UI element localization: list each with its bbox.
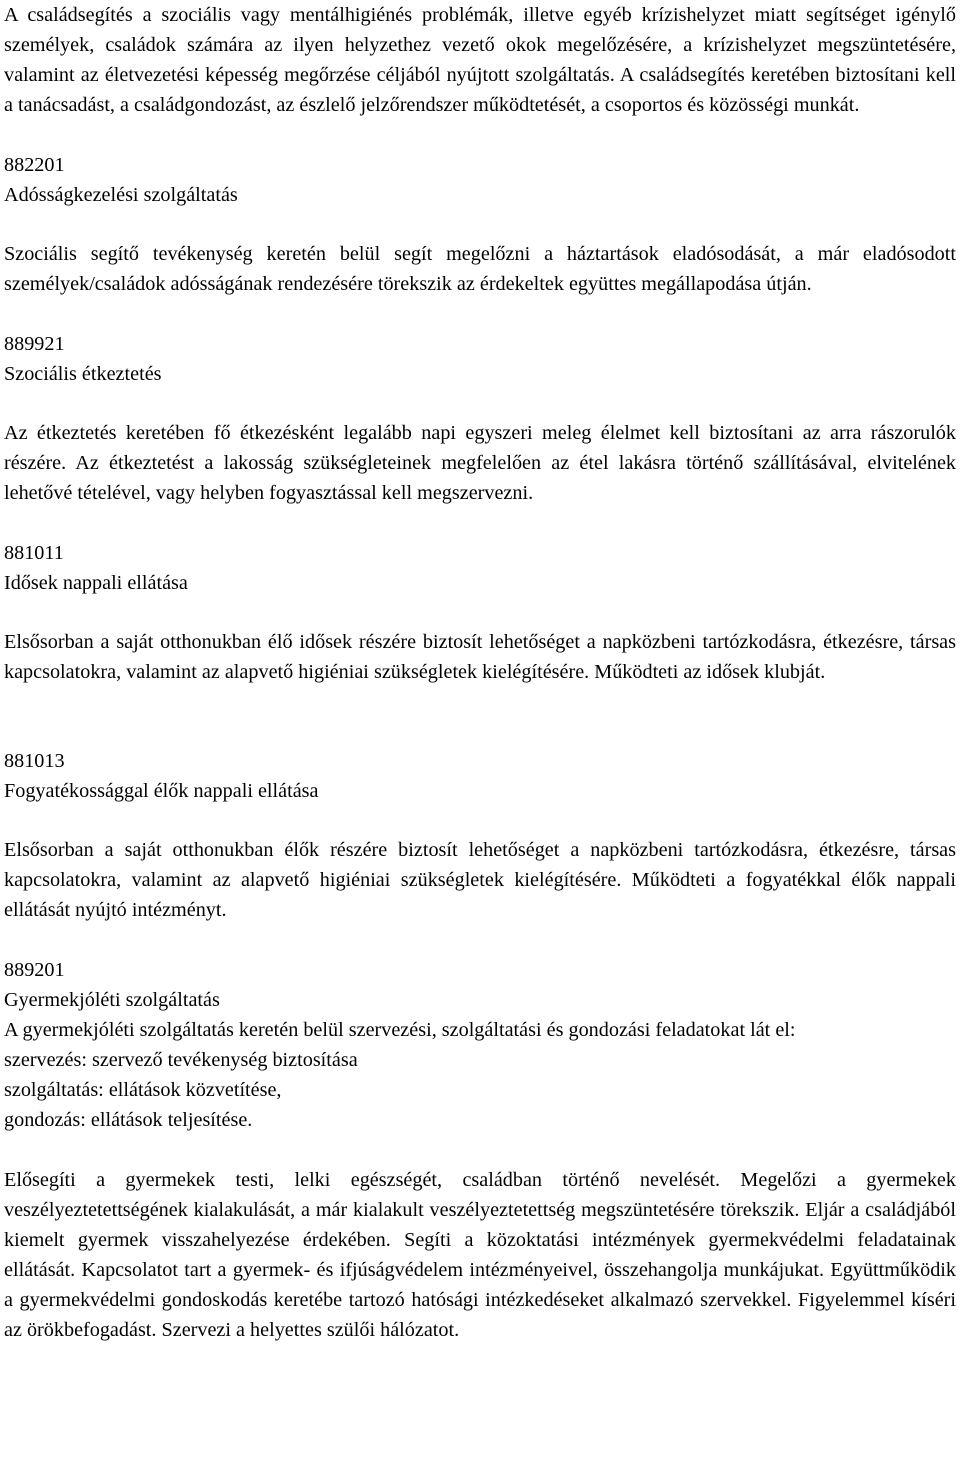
list-item: szervezés: szervező tevékenység biztosítása [4, 1049, 358, 1071]
section-title: Gyermekjóléti szolgáltatás [4, 989, 220, 1011]
section-code: 881011 [4, 542, 64, 564]
list-item: gondozás: ellátások teljesítése. [4, 1109, 253, 1131]
section-title: Fogyatékossággal élők nappali ellátása [4, 780, 319, 802]
section-body-continued: Elősegíti a gyermekek testi, lelki egészségét, családban történő nevelését. Megelőzi a gyermekek veszélyeztetettségének kialakulását, a már kialakult veszélyeztetettség megszüntetésére törekszik. Eljár a családjából kiemelt gyermek visszahelyezése érdekében. Segíti a közoktatási intézmények gyermekvédelmi feladatainak ellátását. Kapcsolatot tart a gyermek- és ifjúságvédelem intézményeivel, összehangolja munkájukat. Együttműködik a gyermekvédelmi gondoskodás keretébe tartozó hatósági intézkedéseket alkalmazó szervekkel. Figyelemmel kíséri az örökbefogadást. Szervezi a helyettes szülői hálózatot. [4, 1169, 956, 1341]
section-code: 889201 [4, 959, 65, 981]
section-code: 881013 [4, 750, 65, 772]
section-code: 889921 [4, 333, 65, 355]
section-title: Szociális étkeztetés [4, 363, 162, 385]
section-body: Az étkeztetés keretében fő étkezésként legalább napi egyszeri meleg élelmet kell biztosítani az arra rászorulók részére. Az étkeztetést a lakosság szükségleteinek megfelelően az étel lakásra történő szállításával, elvitelének lehetővé tételével, vagy helyben fogyasztással kell megszervezni. [4, 422, 956, 504]
section-title: Idősek nappali ellátása [4, 572, 188, 594]
section-code: 882201 [4, 154, 65, 176]
section-body: Szociális segítő tevékenység keretén belül segít megelőzni a háztartások eladósodását, a már eladósodott személyek/családok adósságának rendezésére törekszik az érdekeltek együttes megállapodása útján. [4, 243, 956, 295]
intro-paragraph: A családsegítés a szociális vagy mentálhigiénés problémák, illetve egyéb krízishelyzet miatt segítséget igénylő személyek, családok számára az ilyen helyzethez vezető okok megelőzésére, a krízishelyzet megszüntetésére, valamint az életvezetési képesség megőrzése céljából nyújtott szolgáltatás. A családsegítés keretében biztosítani kell a tanácsadást, a családgondozást, az észlelő jelzőrendszer működtetését, a csoportos és közösségi munkát. [4, 4, 956, 116]
section-body: Elsősorban a saját otthonukban élő idősek részére biztosít lehetőséget a napközbeni tartózkodásra, étkezésre, társas kapcsolatokra, valamint az alapvető higiéniai szükségletek kielégítésére. Működteti az idősek klubját. [4, 631, 956, 683]
section-body: A gyermekjóléti szolgáltatás keretén belül szervezési, szolgáltatási és gondozási feladatokat lát el: [4, 1019, 796, 1041]
section-title: Adósságkezelési szolgáltatás [4, 184, 238, 206]
task-list [4, 1045, 956, 1135]
list-item: szolgáltatás: ellátások közvetítése, [4, 1079, 282, 1101]
section-body: Elsősorban a saját otthonukban élők részére biztosít lehetőséget a napközbeni tartózkodásra, étkezésre, társas kapcsolatokra, valamint az alapvető higiéniai szükségletek kielégítésére. Működteti a fogyatékkal élők nappali ellátását nyújtó intézményt. [4, 839, 956, 921]
